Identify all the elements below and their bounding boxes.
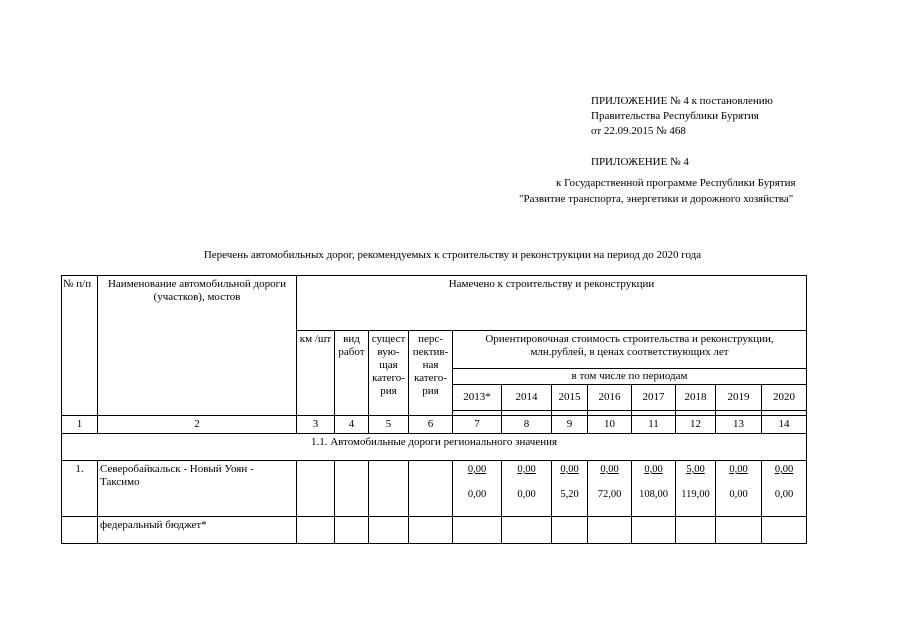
year-header: 2018 <box>676 385 716 411</box>
year-header: 2015 <box>552 385 588 411</box>
column-number: 13 <box>716 416 762 434</box>
header-line-6: "Развитие транспорта, энергетики и дорожного хозяйства" <box>519 193 794 205</box>
header-prospective-category: перс-пектив-ная катего-рия <box>409 331 453 416</box>
section-title: 1.1. Автомобильные дороги регионального значения <box>62 434 807 461</box>
header-num: № п/п <box>62 276 98 416</box>
row-number: 1. <box>62 461 98 517</box>
header-work-type: вид работ <box>335 331 369 416</box>
year-value-cell <box>502 461 552 517</box>
funding-source: федеральный бюджет* <box>98 517 297 544</box>
year-value-cell <box>588 461 632 517</box>
column-number: 8 <box>502 416 552 434</box>
year-header: 2016 <box>588 385 632 411</box>
year-header: 2014 <box>502 385 552 411</box>
value-a: 0,00 <box>729 464 748 475</box>
value-a: 0,00 <box>774 464 794 475</box>
year-value-cell <box>762 461 807 517</box>
header-km: км /шт <box>297 331 335 416</box>
column-number: 9 <box>552 416 588 434</box>
column-number: 4 <box>335 416 369 434</box>
header-existing-category: сущест вую-щая катего-рия <box>369 331 409 416</box>
value-b: 0,00 <box>517 489 536 500</box>
value-b: 0,00 <box>467 489 487 500</box>
header-line-5: к Государственной программе Республики Бурятия <box>556 177 796 189</box>
table-row <box>62 461 807 517</box>
value-a: 0,00 <box>644 464 663 475</box>
value-a: 0,00 <box>467 464 487 475</box>
column-number: 6 <box>409 416 453 434</box>
year-header: 2019 <box>716 385 762 411</box>
value-b: 119,00 <box>681 489 710 500</box>
year-value-cell <box>676 461 716 517</box>
value-b: 0,00 <box>729 489 748 500</box>
header-line-3: от 22.09.2015 № 468 <box>591 125 686 137</box>
year-value-cell <box>632 461 676 517</box>
header-line-4: ПРИЛОЖЕНИЕ № 4 <box>591 156 689 168</box>
road-name: Северобайкальск - Новый Уоян - Таксимо <box>98 461 297 517</box>
year-value-cell <box>552 461 588 517</box>
header-road-name: Наименование автомобильной дороги (участков), мостов <box>98 276 297 416</box>
column-number: 7 <box>453 416 502 434</box>
column-number: 1 <box>62 416 98 434</box>
document-title: Перечень автомобильных дорог, рекомендуемых к строительству и реконструкции на период до 2020 года <box>203 249 702 261</box>
value-a: 0,00 <box>560 464 579 475</box>
year-value-cell <box>453 461 502 517</box>
column-number: 14 <box>762 416 807 434</box>
year-header: 2013* <box>453 385 502 411</box>
column-number: 12 <box>676 416 716 434</box>
column-number: 2 <box>98 416 297 434</box>
column-numbers-row <box>62 416 807 434</box>
roads-table <box>61 275 807 544</box>
year-header: 2020 <box>762 385 807 411</box>
header-planned: Намечено к строительству и реконструкции <box>297 276 807 331</box>
year-value-cell <box>716 461 762 517</box>
value-a: 5,00 <box>686 464 705 475</box>
value-b: 0,00 <box>774 489 794 500</box>
table-row <box>62 517 807 544</box>
value-a: 0,00 <box>600 464 619 475</box>
value-b: 108,00 <box>639 489 668 500</box>
value-b: 72,00 <box>597 489 622 500</box>
header-line-1: ПРИЛОЖЕНИЕ № 4 к постановлению <box>591 95 773 107</box>
value-a: 0,00 <box>517 464 536 475</box>
column-number: 10 <box>588 416 632 434</box>
year-header: 2017 <box>632 385 676 411</box>
column-number: 11 <box>632 416 676 434</box>
column-number: 5 <box>369 416 409 434</box>
header-cost: Ориентировочная стоимость строительства и реконструкции, млн.рублей, в ценах соответствующих лет <box>453 331 807 369</box>
column-number: 3 <box>297 416 335 434</box>
header-line-2: Правительства Республики Бурятия <box>591 110 759 122</box>
header-periods: в том числе по периодам <box>453 369 807 385</box>
value-b: 5,20 <box>560 489 579 500</box>
